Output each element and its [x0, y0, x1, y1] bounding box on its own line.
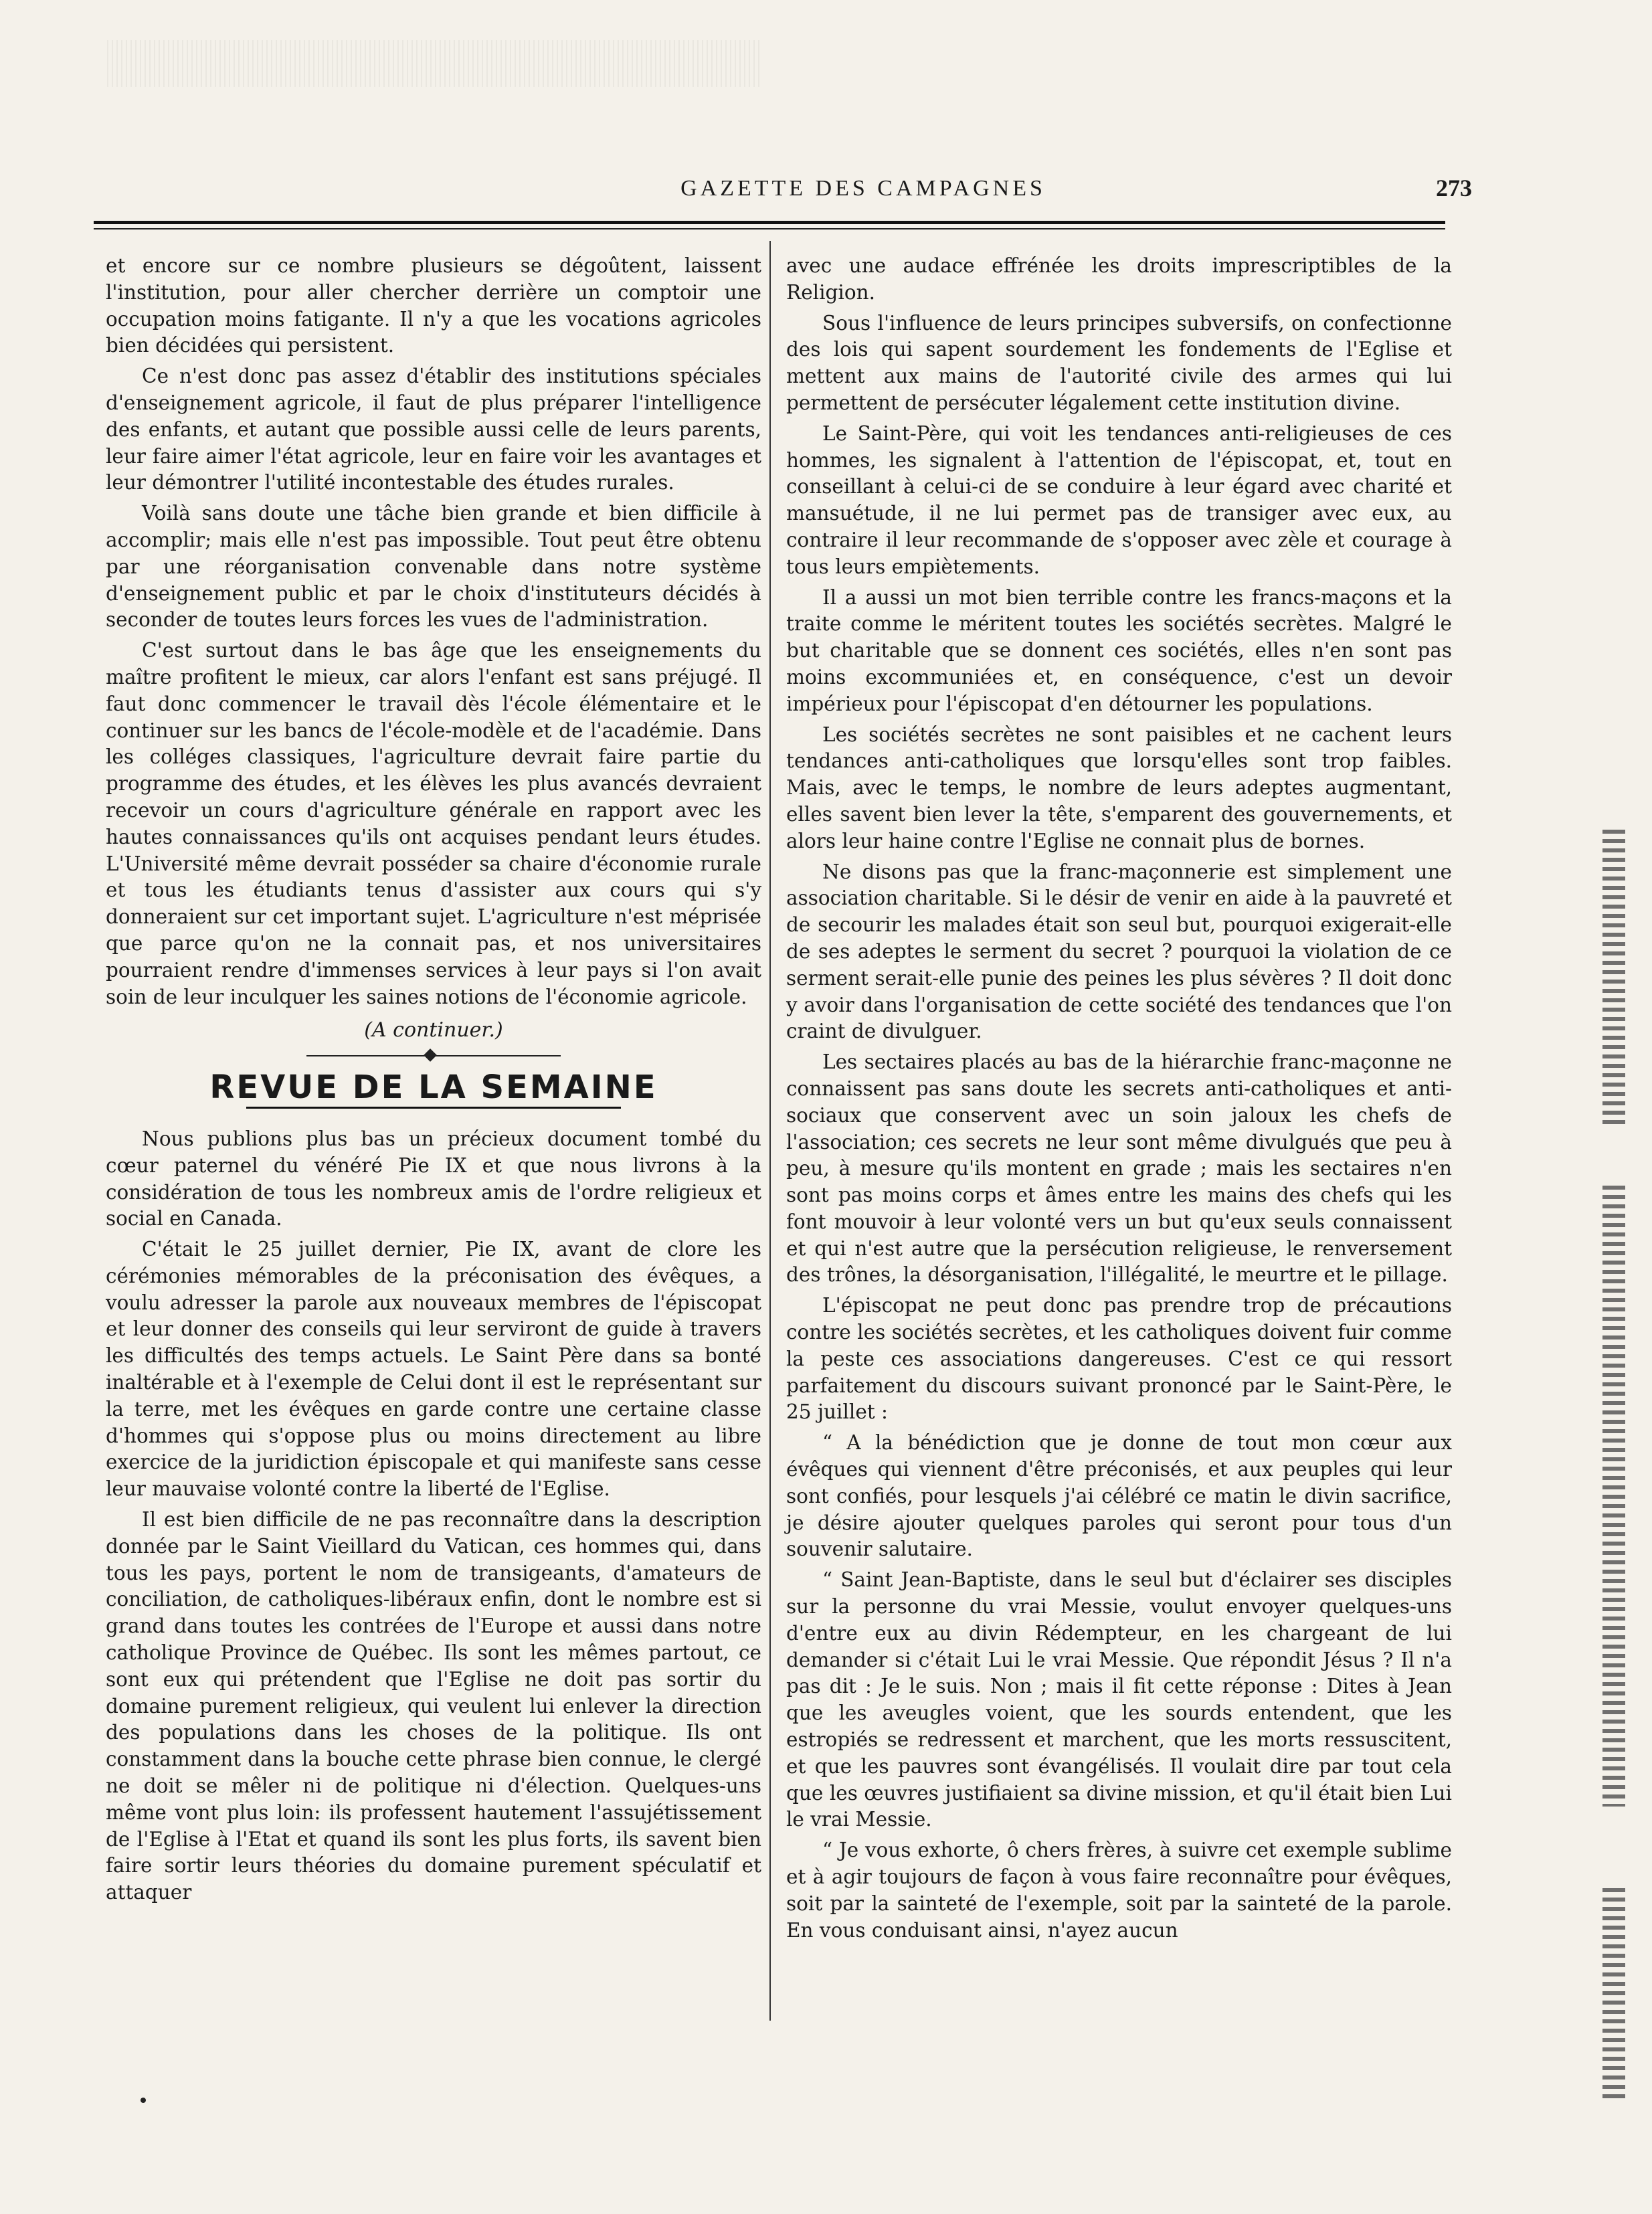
section-ornament	[106, 1049, 761, 1063]
paragraph: et encore sur ce nombre plusieurs se dégoûtent, laissent l'institution, pour aller chercher derrière un comptoir une occupation moins fatigante. Il n'y a que les vocations agricoles bien décidées qui persistent.	[106, 254, 761, 357]
section-title: REVUE DE LA SEMAINE	[209, 1069, 658, 1107]
right-column	[786, 253, 1452, 1948]
paragraph: Sous l'influence de leurs principes subversifs, on confectionne des lois qui sapent sourdement les fondements de l'Eglise et mettent aux mains de l'autorité civile des armes qui lui permettent de persécuter légalement cette institution divine.	[786, 311, 1452, 414]
paragraph: “ Saint Jean-Baptiste, dans le seul but d'éclairer ses disciples sur la personne du vrai Messie, voulut envoyer quelques-uns d'entre eux au divin Rédempteur, en les chargeant de lui demander si c'était Lui le vrai Messie. Que répondit Jésus ? Il n'a pas dit : Je le suis. Non ; mais il fit cette réponse : Dites à Jean que les aveugles voient, que les sourds entendent, que les estropiés se redressent et marchent, que les morts ressuscitent, et que les pauvres sont évangélisés. Il voulait dire par tout cela que les œuvres justifiaient sa divine mission, et qu'il était bien Lui le vrai Messie.	[786, 1568, 1452, 1831]
paragraph: L'épiscopat ne peut donc pas prendre trop de précautions contre les sociétés secrètes, et les catholiques doivent fuir comme la peste ces associations dangereuses. C'est ce qui ressort parfaitement du discours suivant prononcé par le Saint-Père, le 25 juillet :	[786, 1294, 1452, 1424]
print-speckle-decoration	[107, 40, 763, 87]
paragraph: Ne disons pas que la franc-maçonnerie est simplement une association charitable. Si le désir de venir en aide à la pauvreté et de secourir les malades était son seul but, pourquoi exigerait-elle de ses adeptes le serment du secret ? pourquoi la violation de ce serment serait-elle punie des peines les plus sévères ? Il doit donc y avoir dans l'organisation de cette société des tendances que l'on craint de divulguer.	[786, 860, 1452, 1043]
paragraph: “ A la bénédiction que je donne de tout mon cœur aux évêques qui viennent d'être préconisés, et aux peuples qui leur sont confiés, pour lesquels j'ai célébré ce matin le divin sacrifice, je désire ajouter quelques paroles qui seront pour tous d'un souvenir salutaire.	[786, 1431, 1452, 1561]
paragraph: Il a aussi un mot bien terrible contre les francs-maçons et la traite comme le méritent toutes les sociétés secrètes. Malgré le but charitable que se donnent ces sociétés, elles n'en sont pas moins excommuniées et, en conséquence, c'est un devoir impérieux pour l'épiscopat d'en détourner les populations.	[786, 585, 1452, 715]
paragraph: Nous publions plus bas un précieux document tombé du cœur paternel du vénéré Pie IX et que nous livrons à la considération de tous les nombreux amis de l'ordre religieux et social en Canada.	[106, 1127, 761, 1230]
header-title: GAZETTE DES CAMPAGNES	[680, 176, 1046, 201]
paragraph: C'était le 25 juillet dernier, Pie IX, avant de clore les cérémonies mémorables de la préconisation des évêques, a voulu adresser la parole aux nouveaux membres de l'épiscopat et leur donner des conseils qui leur serviront de guide à travers les difficultés des temps actuels. Le Saint Père dans sa bonté inaltérable et à l'exemple de Celui dont il est le représentant sur la terre, met les évêques en garde contre une certaine classe d'hommes qui s'oppose plus ou moins directement au libre exercice de la juridiction épiscopale et qui manifeste sans cesse leur mauvaise volonté contre la liberté de l'Eglise.	[106, 1238, 761, 1501]
paragraph: C'est surtout dans le bas âge que les enseignements du maître profitent le mieux, car alors l'enfant est sans préjugé. Il faut donc commencer le travail dès l'école élémentaire et le continuer sur les bancs de l'école-modèle et de l'académie. Dans les colléges classiques, l'agriculture devrait faire partie du programme des études, et les élèves les plus avancés devraient recevoir un cours d'agriculture générale en rapport avec les hautes connaissances qu'ils ont acquises pendant leurs études. L'Université même devrait posséder sa chaire d'économie rurale et tous les étudiants tenus d'assister aux cours qui s'y donneraient sur cet important sujet. L'agriculture n'est méprisée que parce qu'on ne la connait pas, et nos universitaires pourraient rendre d'immenses services à leur pays si l'on avait soin de leur inculquer les saines notions de l'économie agricole.	[106, 639, 761, 1008]
left-column	[106, 253, 761, 1910]
paragraph: Ce n'est donc pas assez d'établir des institutions spéciales d'enseignement agricole, il faut de plus préparer l'intelligence des enfants, et autant que possible aussi celle de leurs parents, leur faire aimer l'état agricole, leur en faire voir les avantages et leur démontrer l'utilité incontestable des études rurales.	[106, 365, 761, 494]
page-header	[94, 171, 1472, 211]
section-title-rule	[246, 1107, 621, 1109]
paragraph: Il est bien difficile de ne pas reconnaître dans la description donnée par le Saint Vieillard du Vatican, ces hommes qui, dans tous les pays, portent le nom de transigeants, d'amateurs de conciliation, de catholiques-libéraux enfin, dont le nombre est si grand dans toutes les contrées de l'Europe et aussi dans notre catholique Province de Québec. Ils sont les mêmes partout, ce sont eux qui prétendent que l'Eglise ne doit pas sortir du domaine purement religieux, qui veulent lui enlever la direction des populations dans les choses de la politique. Ils ont constamment dans la bouche cette phrase bien connue, le clergé ne doit se mêler ni de politique ni d'élection. Quelques-uns même vont plus loin: ils professent hautement l'assujétissement de l'Eglise à l'Etat et quand ils sont les plus forts, ils savent bien faire sortir leurs théories du domaine purement spéculatif et attaquer	[106, 1508, 761, 1904]
page-number: 273	[1436, 175, 1472, 201]
paragraph: Le Saint-Père, qui voit les tendances anti-religieuses de ces hommes, les signalent à l'attention de l'épiscopat, et, tout en conseillant à celui-ci de se conduire à leur égard avec charité et mansuétude, il ne lui permet pas de transiger avec eux, au contraire il leur recommande de s'opposer avec zèle et courage à tous leurs empiètements.	[786, 422, 1452, 578]
paragraph: avec une audace effrénée les droits imprescriptibles de la Religion.	[786, 254, 1452, 304]
paragraph: Les sectaires placés au bas de la hiérarchie franc-maçonne ne connaissent pas sans doute les secrets anti-catholiques et anti-sociaux que conservent avec un soin jaloux les chefs de l'association; ces secrets ne leur sont même divulgués que peu à peu, à mesure qu'ils montent en grade ; mais les sectaires n'en sont pas moins corps et âmes entre les mains des chefs qui les font mouvoir à leur volonté vers un but qu'eux seuls connaissent et qui n'est autre que la persécution religieuse, le renversement des trônes, la désorganisation, l'illégalité, le meurtre et le pillage.	[786, 1050, 1452, 1287]
continuation-note: (A continuer.)	[364, 1018, 503, 1042]
ink-dot	[141, 2098, 146, 2103]
paragraph: “ Je vous exhorte, ô chers frères, à suivre cet exemple sublime et à agir toujours de façon à vous faire reconnaître pour évêques, soit par la sainteté de l'exemple, soit par la sainteté de la parole. En vous conduisant ainsi, n'ayez aucun	[786, 1839, 1452, 1942]
binding-edge-gap	[1599, 1124, 1629, 1184]
column-divider	[769, 241, 771, 2021]
ornament-diamond-icon	[424, 1048, 437, 1062]
binding-edge-gap	[1599, 1807, 1629, 1887]
binding-edge-marks	[1602, 830, 1625, 2101]
header-rule-thin	[94, 228, 1445, 229]
header-rule-thick	[94, 221, 1445, 224]
paragraph: Les sociétés secrètes ne sont paisibles et ne cachent leurs tendances anti-catholiques que lorsqu'elles sont trop faibles. Mais, avec le temps, le nombre de leurs adeptes augmentant, elles savent bien lever la tête, s'emparent des gouvernements, et alors leur haine contre l'Eglise ne connait plus de bornes.	[786, 723, 1452, 852]
paragraph: Voilà sans doute une tâche bien grande et bien difficile à accomplir; mais elle n'est pas impossible. Tout peut être obtenu par une réorganisation convenable dans notre système d'enseignement public et par le choix d'instituteurs décidés à seconder de toutes leurs forces les vues de l'administration.	[106, 502, 761, 632]
